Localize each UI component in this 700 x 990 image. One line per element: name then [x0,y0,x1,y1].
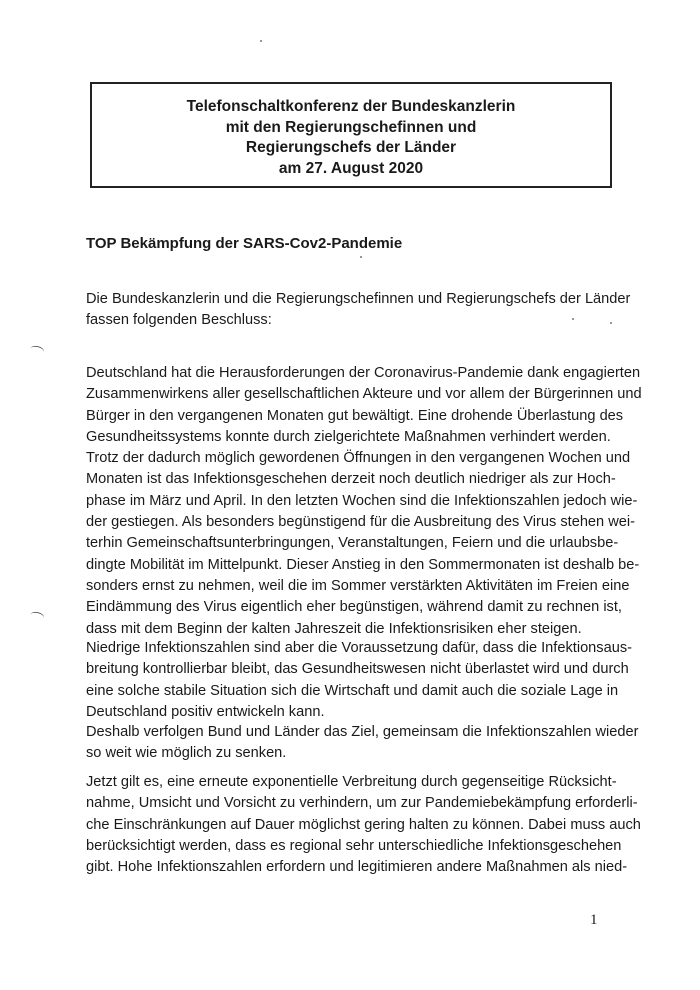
text-line: fassen folgenden Beschluss: [86,312,272,329]
paragraph-intro [86,289,631,332]
paragraph-situation [86,363,642,640]
text-line: berücksichtigt werden, dass es regional sehr unterschiedliche Infektionsgeschehen [86,837,622,854]
text-line: Deutschland hat die Herausforderungen der Coronavirus-Pandemie dank engagierten [86,365,641,381]
scan-margin-mark [29,345,45,357]
text-line: dass mit dem Beginn der kalten Jahreszeit die Infektionsrisiken eher steigen. [86,620,582,637]
paragraph-goal [86,722,639,765]
title-line: Telefonschaltkonferenz der Bundeskanzlerin [186,98,516,115]
text-line: Die Bundeskanzlerin und die Regierungschefinnen und Regierungschefs der Länder [86,291,631,307]
text-line: so weit wie möglich zu senken. [86,745,287,762]
text-line: sonders ernst zu nehmen, weil die im Sommer verstärkten Aktivitäten im Freien eine [86,577,630,594]
scan-margin-mark [29,611,45,623]
text-line: eine solche stabile Situation sich die Wirtschaft und damit auch die soziale Lage in [86,682,619,699]
text-line: Monaten ist das Infektionsgeschehen derzeit noch deutlich niedriger als zur Hoch- [86,471,616,488]
text-line: Gesundheitssystems konnte durch zielgerichtete Maßnahmen verhindert werden. [86,428,611,445]
title-line: mit den Regierungschefinnen und [225,118,477,136]
text-line: Eindämmung des Virus eigentlich eher begünstigen, während damit zu rechnen ist, [86,599,622,616]
text-line: Deutschland positiv entwickeln kann. [86,703,325,720]
text-line: breitung kontrollierbar bleibt, das Gesundheitswesen nicht überlastet wird und durch [86,661,629,678]
text-line: phase im März und April. In den letzten Wochen sind die Infektionszahlen jedoch wie- [86,492,638,509]
agenda-heading: TOP Bekämpfung der SARS-Cov2-Pandemie [86,235,403,252]
text-line: gibt. Hohe Infektionszahlen erfordern und legitimieren andere Maßnahmen als nied- [86,859,628,876]
text-line: Niedrige Infektionszahlen sind aber die Voraussetzung dafür, dass die Infektionsaus- [86,640,632,656]
scan-speck [572,318,574,320]
scan-speck [260,40,262,42]
text-line: Deshalb verfolgen Bund und Länder das Ziel, gemeinsam die Infektionszahlen wieder [86,724,639,740]
title-box [90,82,612,188]
text-line: terhin Gemeinschaftsunterbringungen, Veranstaltungen, Feiern und die urlaubsbe- [86,535,619,552]
paragraph-measures [86,772,641,878]
text-line: Trotz der dadurch möglich gewordenen Öffnungen in den vergangenen Wochen und [86,450,631,467]
page-number: 1 [590,912,598,928]
title-line: am 27. August 2020 [278,159,424,177]
text-line: dingte Mobilität im Mittelpunkt. Dieser Anstieg in den Sommermonaten ist deshalb be- [86,556,640,573]
text-line: Zusammenwirkens aller gesellschaftlichen Akteure und vor allem der Bürgerinnen und [86,386,642,403]
title-line: Regierungschefs der Länder [245,139,457,156]
text-line: Bürger in den vergangenen Monaten gut bewältigt. Eine drohende Überlastung des [86,407,624,424]
text-line: nahme, Umsicht und Vorsicht zu verhindern, um zur Pandemiebekämpfung erforderli- [86,795,638,812]
text-line: che Einschränkungen auf Dauer möglichst gering halten zu können. Dabei muss auch [86,816,641,833]
paragraph-prerequisite [86,638,632,723]
scan-speck [360,256,362,258]
text-line: Jetzt gilt es, eine erneute exponentielle Verbreitung durch gegenseitige Rücksicht- [86,774,617,790]
scan-speck [610,322,612,324]
text-line: der gestiegen. Als besonders begünstigend für die Ausbreitung des Virus stehen wei- [86,514,635,531]
